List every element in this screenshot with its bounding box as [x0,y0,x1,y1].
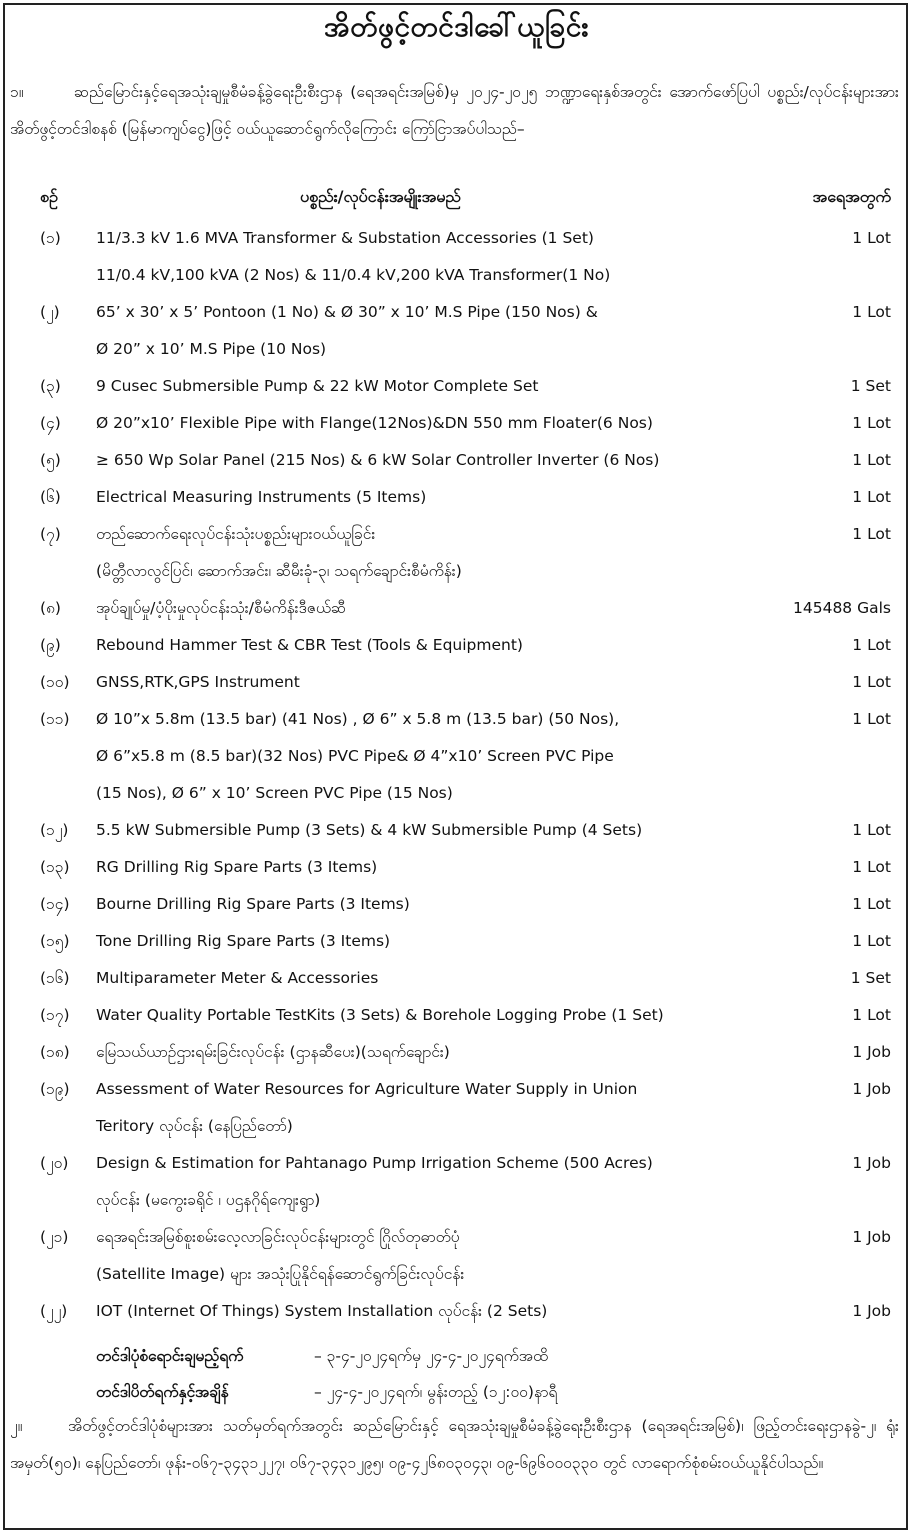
item-description [96,849,756,886]
item-description-line: Ø 20”x10’ Flexible Pipe with Flange(12Nos)&DN 550 mm Floater(6 Nos) [96,414,653,432]
intro-number: ၁။ [10,83,24,101]
item-number: (၁) [40,229,61,247]
item-description [96,1071,756,1145]
item-description-line: 65’ x 30’ x 5’ Pontoon (1 No) & Ø 30” x 10’ M.S Pipe (150 Nos) & [96,303,598,321]
item-number: (၂၀) [40,1154,69,1172]
item-row [0,701,913,812]
item-quantity: 1 Job [852,1154,891,1172]
item-quantity: 1 Lot [852,1006,891,1024]
tender-sale-value: – ၃-၄-၂၀၂၄ရက်မှ ၂၄-၄-၂၀၂၄ရက်အထိ [314,1347,548,1365]
item-description-line: Ø 10”x 5.8m (13.5 bar) (41 Nos) , Ø 6” x 5.8 m (13.5 bar) (50 Nos), [96,710,620,728]
item-number: (၁၈) [40,1043,70,1061]
item-description [96,812,756,849]
item-number: (၄) [40,414,61,432]
item-row [0,294,913,368]
item-quantity: 1 Lot [852,229,891,247]
item-row [0,886,913,923]
item-row [0,1219,913,1293]
item-description [96,701,756,812]
item-row [0,220,913,294]
item-number: (၁၉) [40,1080,70,1098]
item-description-line: မြေသယ်ယာဉ်ဌားရမ်းခြင်းလုပ်ငန်း (ဌာနဆီပေး)(သရက်ချောင်း) [96,1043,450,1061]
item-row [0,664,913,701]
item-description-line: Teritory လုပ်ငန်း (နေပြည်တော်) [96,1117,293,1135]
item-quantity: 1 Lot [852,821,891,839]
item-quantity: 1 Lot [852,488,891,506]
item-number: (၁၅) [40,932,70,950]
item-number: (၁၂) [40,821,69,839]
item-row [0,1293,913,1330]
item-description-line: ရေအရင်းအမြစ်စူးစမ်းလေ့လာခြင်းလုပ်ငန်းများတွင် ဂြိုလ်တုဓာတ်ပုံ [96,1228,460,1246]
outro-text: အိတ်ဖွင့်တင်ဒါပုံစံများအား သတ်မှတ်ရက်အတွင်း ဆည်မြောင်းနှင့် ရေအသုံးချမှုစီမံခန့်ခွဲရေးဦးစီးဌာန (ရေအရင်းအမြစ်)၊ ဖြည့်တင်းရေးဌာနခွဲ-၂၊ ရုံးအမှတ်(၅၀)၊ နေပြည်တော်၊ ဖုန်း-၀၆၇-၃၄၃၁၂၂၇၊ ၀၆၇-၃၄၃၁၂၉၅၊ ၀၉-၄၂၆၈၀၃၀၄၃၊ ၀၉-၆၉၆၀၀၀၃၃၀ တွင် လာရောက်စုံစမ်းဝယ်ယူနိုင်ပါသည်။ [10,1417,899,1472]
item-number: (၁၄) [40,895,70,913]
item-description [96,1293,756,1330]
item-quantity: 1 Lot [852,525,891,543]
item-quantity: 1 Job [852,1080,891,1098]
notice-title: အိတ်ဖွင့်တင်ဒါခေါ်ယူခြင်း [324,10,589,43]
item-row [0,997,913,1034]
item-quantity: 1 Lot [852,451,891,469]
item-description [96,1034,756,1071]
item-row [0,1034,913,1071]
intro-text: ဆည်မြောင်းနှင့်ရေအသုံးချမှုစီမံခန့်ခွဲရေးဦးစီးဌာန (ရေအရင်းအမြစ်)မှ ၂၀၂၄-၂၀၂၅ ဘဏ္ဍာရေးနှစ်အတွင်း အောက်ဖော်ပြပါ ပစ္စည်း/လုပ်ငန်းများအား အိတ်ဖွင့်တင်ဒါစနစ် (မြန်မာကျပ်ငွေ)ဖြင့် ဝယ်ယူဆောင်ရွက်လိုကြောင်း ကြော်ငြာအပ်ပါသည်– [10,83,899,138]
item-quantity: 1 Lot [852,414,891,432]
item-description-line: Electrical Measuring Instruments (5 Items) [96,488,427,506]
item-description-line: 11/0.4 kV,100 kVA (2 Nos) & 11/0.4 kV,200 kVA Transformer(1 No) [96,266,611,284]
item-description [96,442,756,479]
item-description-line: Design & Estimation for Pahtanago Pump Irrigation Scheme (500 Acres) [96,1154,653,1172]
item-row [0,812,913,849]
item-description-line: RG Drilling Rig Spare Parts (3 Items) [96,858,378,876]
item-quantity: 1 Set [850,377,891,395]
tender-close-value: – ၂၄-၄-၂၀၂၄ရက်၊ မွန်းတည့် (၁၂:၀၀)နာရီ [314,1383,558,1401]
item-quantity: 1 Lot [852,895,891,913]
item-quantity: 1 Job [852,1302,891,1320]
item-description [96,664,756,701]
item-number: (၃) [40,377,61,395]
item-number: (၉) [40,636,61,654]
item-number: (၂၁) [40,1228,69,1246]
outro-number: ၂။ [10,1417,23,1435]
item-row [0,1145,913,1219]
item-quantity: 1 Lot [852,932,891,950]
intro-paragraph [10,74,899,148]
item-quantity: 1 Lot [852,636,891,654]
item-description [96,590,756,627]
item-row [0,405,913,442]
item-row [0,516,913,590]
header-quantity: အရေအတွက် [812,187,891,206]
item-description [96,1145,756,1219]
item-number: (၇) [40,525,61,543]
item-quantity: 1 Job [852,1043,891,1061]
item-row [0,1071,913,1145]
item-number: (၈) [40,599,61,617]
item-description [96,923,756,960]
item-description-line: 5.5 kW Submersible Pump (3 Sets) & 4 kW Submersible Pump (4 Sets) [96,821,643,839]
item-description [96,516,756,590]
item-number: (၁၆) [40,969,70,987]
header-description: ပစ္စည်း/လုပ်ငန်းအမျိုးအမည် [300,187,461,206]
item-description-line: ≥ 650 Wp Solar Panel (215 Nos) & 6 kW Solar Controller Inverter (6 Nos) [96,451,660,469]
item-description-line: Multiparameter Meter & Accessories [96,969,379,987]
item-description-line: (15 Nos), Ø 6” x 10’ Screen PVC Pipe (15 Nos) [96,784,453,802]
item-number: (၁၀) [40,673,70,691]
item-description [96,960,756,997]
item-description-line: Rebound Hammer Test & CBR Test (Tools & Equipment) [96,636,523,654]
item-description [96,886,756,923]
item-number: (၅) [40,451,61,469]
item-description-line: Ø 20” x 10’ M.S Pipe (10 Nos) [96,340,327,358]
item-number: (၁၃) [40,858,70,876]
item-number: (၆) [40,488,61,506]
item-description-line: Bourne Drilling Rig Spare Parts (3 Items) [96,895,410,913]
item-description-line: Assessment of Water Resources for Agriculture Water Supply in Union [96,1080,638,1098]
item-description-line: Tone Drilling Rig Spare Parts (3 Items) [96,932,391,950]
item-number: (၁၇) [40,1006,70,1024]
outro-paragraph [10,1408,899,1482]
item-quantity: 145488 Gals [793,599,891,617]
tender-closing-time [96,1374,557,1411]
item-row [0,479,913,516]
item-description-line: 11/3.3 kV 1.6 MVA Transformer & Substation Accessories (1 Set) [96,229,594,247]
item-row [0,627,913,664]
item-quantity: 1 Lot [852,673,891,691]
item-description [96,479,756,516]
item-description [96,405,756,442]
item-quantity: 1 Lot [852,858,891,876]
item-row [0,960,913,997]
item-description [96,368,756,405]
item-row [0,849,913,886]
item-row [0,368,913,405]
item-row [0,590,913,627]
tender-sale-period [96,1338,548,1375]
item-description-line: Water Quality Portable TestKits (3 Sets) & Borehole Logging Probe (1 Set) [96,1006,664,1024]
item-row [0,923,913,960]
item-quantity: 1 Lot [852,303,891,321]
item-description [96,294,756,368]
item-number: (၂၂) [40,1302,68,1320]
item-description-line: လုပ်ငန်း (မကွေးခရိုင် ၊ ပဌနဂိုရ်ကျေးရွာ) [96,1191,321,1209]
item-description-line: GNSS,RTK,GPS Instrument [96,673,300,691]
item-description-line: 9 Cusec Submersible Pump & 22 kW Motor Complete Set [96,377,539,395]
tender-close-label: တင်ဒါပိတ်ရက်နှင့်အချိန် [96,1383,229,1401]
tender-sale-label: တင်ဒါပုံစံရောင်းချမည့်ရက် [96,1347,244,1365]
item-description-line: Ø 6”x5.8 m (8.5 bar)(32 Nos) PVC Pipe& Ø 4”x10’ Screen PVC Pipe [96,747,614,765]
item-description [96,997,756,1034]
item-quantity: 1 Lot [852,710,891,728]
item-quantity: 1 Set [850,969,891,987]
header-no: စဉ် [40,187,58,206]
item-description [96,220,756,294]
item-row [0,442,913,479]
item-number: (၁၁) [40,710,70,728]
item-description-line: IOT (Internet Of Things) System Installation လုပ်ငန်း (2 Sets) [96,1302,548,1320]
item-description-line: (မိတ္တီလာလွင်ပြင်၊ ဆောက်အင်း၊ ဆီမီးခုံ-၃၊ သရက်ချောင်းစီမံကိန်း) [96,562,462,580]
item-number: (၂) [40,303,60,321]
item-description-line: တည်ဆောက်ရေးလုပ်ငန်းသုံးပစ္စည်းများဝယ်ယူခြင်း [96,525,376,543]
item-description [96,627,756,664]
item-quantity: 1 Job [852,1228,891,1246]
item-description-line: (Satellite Image) များ အသုံးပြုနိုင်ရန်ဆောင်ရွက်ခြင်းလုပ်ငန်း [96,1265,465,1283]
item-description [96,1219,756,1293]
item-description-line: အုပ်ချုပ်မှု/ပံ့ပိုးမှုလုပ်ငန်းသုံး/စီမံကိန်းဒီဇယ်ဆီ [96,599,346,617]
